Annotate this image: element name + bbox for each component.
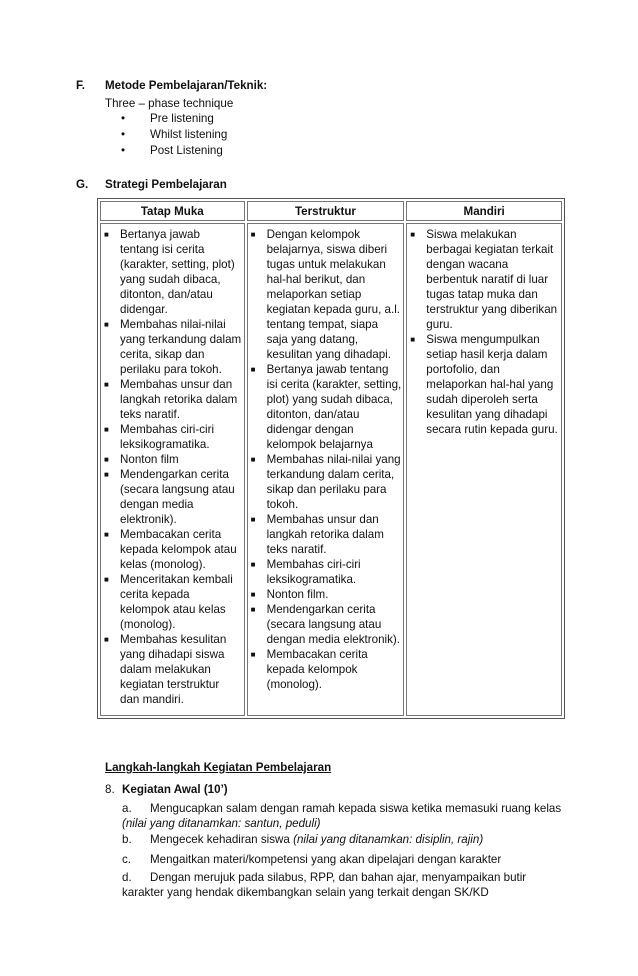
list-item: ■ Nonton film bbox=[104, 453, 179, 466]
list-item: ■ Membahas unsur dan langkah retorika dalam teks naratif. bbox=[250, 513, 384, 556]
section-f-title: Metode Pembelajaran/Teknik: bbox=[105, 79, 268, 92]
square-bullet-icon: ■ bbox=[104, 380, 109, 389]
step-b: b. Mengecek kehadiran siswa (nilai yang ditanamkan: disiplin, rajin) bbox=[122, 833, 484, 846]
list-item: ■ Nonton film. bbox=[250, 588, 329, 601]
header-terstruktur: Terstruktur bbox=[247, 201, 405, 221]
list-item: ■ Membahas kesulitan yang dihadapi siswa dalam melakukan kegiatan terstruktur dan mandiri. bbox=[104, 633, 227, 706]
step-a: a. Mengucapkan salam dengan ramah kepada siswa ketika memasuki ruang kelas (nilai yang ditanamkan: santun, peduli) bbox=[122, 802, 562, 830]
langkah-title: Langkah-langkah Kegiatan Pembelajaran bbox=[105, 761, 332, 774]
square-bullet-icon: ■ bbox=[250, 605, 256, 614]
step-d: d. Dengan merujuk pada silabus, RPP, dan bahan ajar, menyampaikan butir karakter yang hendak dikembangkan selain yang terkait dengan SK/KD bbox=[122, 871, 527, 899]
list-item: ■ Bertanya jawab tentang isi cerita (karakter, setting, plot) yang sudah dibaca, ditonton, dan/atau didengar. bbox=[104, 228, 235, 316]
list-item: ■ Mendengarkan cerita (secara langsung atau dengan media elektronik). bbox=[104, 468, 235, 526]
square-bullet-icon: ■ bbox=[250, 560, 256, 569]
list-item: ■ Membacakan cerita kepada kelompok atau kelas (monolog). bbox=[104, 528, 237, 571]
list-item: • Pre listening bbox=[121, 112, 214, 125]
square-bullet-icon: ■ bbox=[410, 335, 416, 344]
col-tatap-muka bbox=[100, 223, 245, 716]
square-bullet-icon: ■ bbox=[410, 230, 416, 239]
header-tatap-muka: Tatap Muka bbox=[100, 201, 245, 221]
list-item: ■ Membahas nilai-nilai yang terkandung dalam cerita, sikap dan perilaku para tokoh. bbox=[250, 453, 401, 511]
square-bullet-icon: ■ bbox=[250, 230, 256, 239]
square-bullet-icon: ■ bbox=[250, 650, 256, 659]
list-item: ■ Siswa melakukan berbagai kegiatan terkait dengan wacana berbentuk naratif di luar tugas tatap muka dan terstruktur yang diberikan guru. bbox=[410, 228, 558, 331]
list-item: ■ Siswa mengumpulkan setiap hasil kerja dalam portofolio, dan melaporkan hal-hal yang sudah diperoleh serta kesulitan yang dihadapi secara rutin kepada guru. bbox=[410, 333, 558, 436]
list-item: • Post Listening bbox=[121, 144, 223, 157]
list-item: ■ Membahas unsur dan langkah retorika dalam teks naratif. bbox=[104, 378, 238, 421]
square-bullet-icon: ■ bbox=[104, 455, 109, 464]
square-bullet-icon: ■ bbox=[104, 575, 109, 584]
square-bullet-icon: ■ bbox=[104, 230, 109, 239]
list-item: ■ Membahas ciri-ciri leksikogramatika. bbox=[250, 558, 361, 586]
header-mandiri: Mandiri bbox=[406, 201, 562, 221]
list-item: ■ Bertanya jawab tentang isi cerita (karakter, setting, plot) yang sudah dibaca, ditonton, dan/atau didengar dengan kelompok belajarnya bbox=[250, 363, 402, 451]
col-terstruktur bbox=[247, 223, 405, 716]
square-bullet-icon: ■ bbox=[104, 530, 109, 539]
bullet-icon: • bbox=[121, 144, 126, 157]
list-item: ■ Membahas ciri-ciri leksikogramatika. bbox=[104, 423, 215, 451]
section-f-intro: Three – phase technique bbox=[105, 97, 234, 110]
square-bullet-icon: ■ bbox=[104, 320, 109, 329]
square-bullet-icon: ■ bbox=[250, 515, 256, 524]
list-item: ■ Membacakan cerita kepada kelompok (monolog). bbox=[250, 648, 368, 691]
strategy-table bbox=[97, 198, 565, 719]
step-c: c. Mengaitkan materi/kompetensi yang akan dipelajari dengan karakter bbox=[122, 853, 502, 866]
section-g-letter: G. bbox=[76, 178, 89, 191]
square-bullet-icon: ■ bbox=[104, 425, 109, 434]
langkah-subtitle: Kegiatan Awal (10’) bbox=[122, 783, 228, 796]
bullet-icon: • bbox=[121, 112, 126, 125]
section-g-title: Strategi Pembelajaran bbox=[105, 178, 227, 191]
square-bullet-icon: ■ bbox=[104, 470, 109, 479]
col-mandiri bbox=[406, 223, 562, 716]
list-item: ■ Mendengarkan cerita (secara langsung atau dengan media elektronik). bbox=[250, 603, 400, 646]
square-bullet-icon: ■ bbox=[104, 635, 109, 644]
square-bullet-icon: ■ bbox=[250, 455, 256, 464]
list-item: ■ Dengan kelompok belajarnya, siswa diberi tugas untuk melakukan hal-hal berikut, dan melaporkan setiap kegiatan kepada guru, a.l. tentang tempat, siapa saja yang datang, kesulitan yang dihadapi. bbox=[250, 228, 401, 361]
square-bullet-icon: ■ bbox=[250, 590, 256, 599]
list-item: • Whilst listening bbox=[121, 128, 228, 141]
technique-list bbox=[0, 111, 638, 159]
section-f-letter: F. bbox=[76, 79, 86, 92]
langkah-number: 8. bbox=[105, 783, 115, 796]
bullet-icon: • bbox=[121, 128, 126, 141]
list-item: ■ Menceritakan kembali cerita kepada kelompok atau kelas (monolog). bbox=[104, 573, 233, 631]
square-bullet-icon: ■ bbox=[250, 365, 256, 374]
list-item: ■ Membahas nilai-nilai yang terkandung dalam cerita, sikap dan perilaku para tokoh. bbox=[104, 318, 242, 376]
